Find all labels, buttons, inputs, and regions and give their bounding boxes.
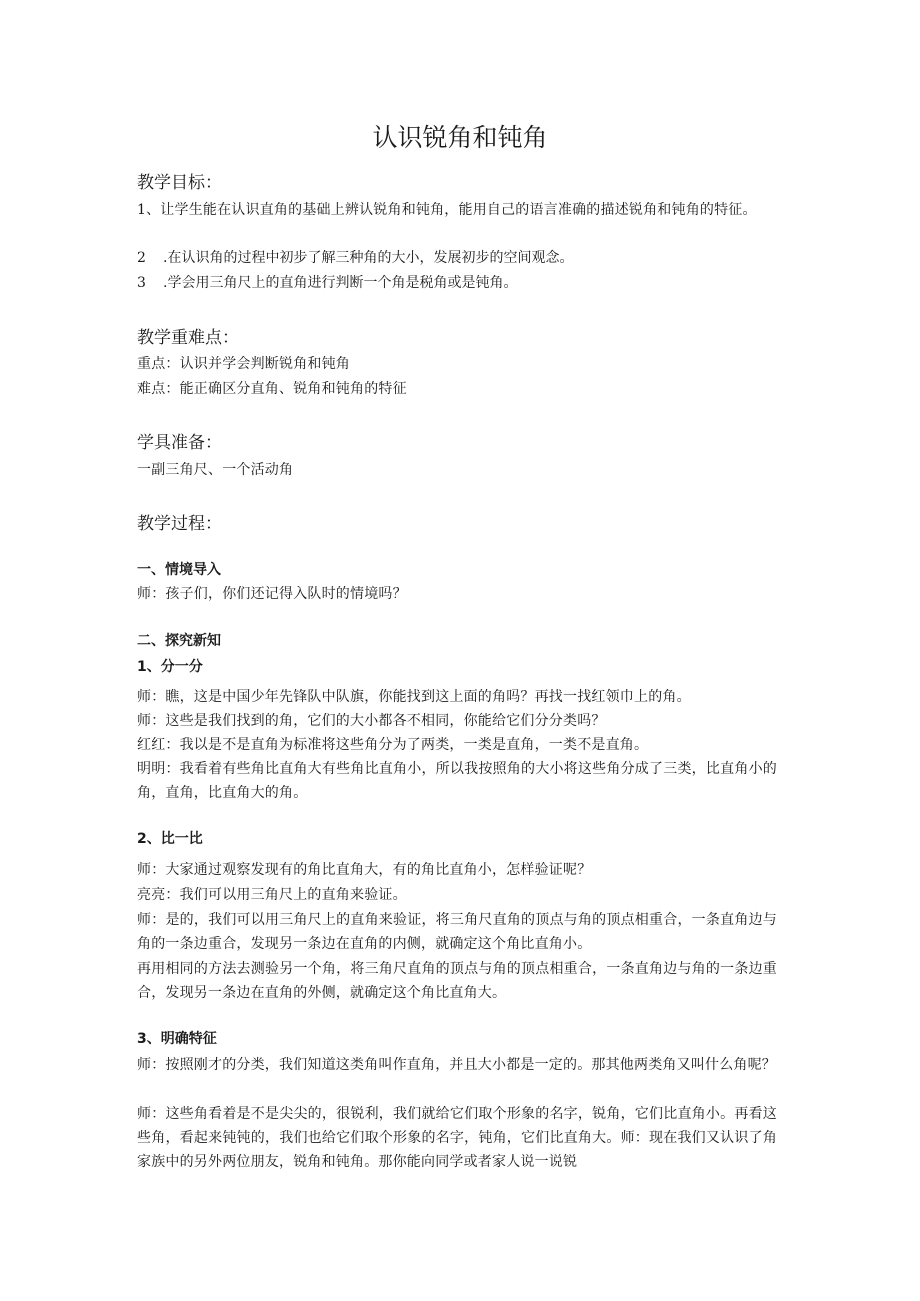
step2-paragraph-4: 再用相同的方法去测验另一个角，将三角尺直角的顶点与角的顶点相重合，一条直角边与角的一条边重合，发现另一条边在直角的外侧，就确定这个角比直角大。 xyxy=(137,961,777,1001)
goal-item-3 xyxy=(137,271,777,295)
step2-paragraph-1: 师：大家通过观察发现有的角比直角大，有的角比直角小，怎样验证呢？ xyxy=(137,862,592,878)
step2-paragraph-3: 师：是的，我们可以用三角尺上的直角来验证，将三角尺直角的顶点与角的顶点相重合，一条直角边与角的一条边重合，发现另一条边在直角的内侧，就确定这个角比直角小。 xyxy=(137,912,777,952)
step2-paragraph-2: 亮亮：我们可以用三角尺上的直角来验证。 xyxy=(137,887,407,903)
goal-item-2-number: 2 xyxy=(137,250,146,266)
document-title: 认识锐角和钝角 xyxy=(372,123,548,152)
materials-text: 一副三角尺、一个活动角 xyxy=(137,462,294,478)
step3-heading: 3、明确特征 xyxy=(137,1031,217,1047)
intro-text: 师：孩子们，你们还记得入队时的情境吗？ xyxy=(137,586,407,602)
step3-paragraph-2: 师：这些角看着是不是尖尖的，很锐利，我们就给它们取个形象的名字，锐角，它们比直角小。再看这些角，看起来钝钝的，我们也给它们取个形象的名字，钝角，它们比直角大。师：现在我们又认识了角家族中的另外两位朋友，锐角和钝角。那你能向同学或者家人说一说锐 xyxy=(137,1106,777,1170)
key-points-heading: 教学重难点： xyxy=(137,328,239,348)
materials-heading: 学具准备： xyxy=(137,433,222,453)
goal-item-3-text: .学会用三角尺上的直角进行判断一个角是税角或是钝角。 xyxy=(163,275,518,291)
goal-item-2 xyxy=(137,246,777,270)
step1-paragraph-3: 红红：我以是不是直角为标准将这些角分为了两类，一类是直角，一类不是直角。 xyxy=(137,737,649,753)
goal-item-3-number: 3 xyxy=(137,275,146,291)
key-point: 重点：认识并学会判断锐角和钝角 xyxy=(137,356,350,372)
step1-paragraph-1: 师：瞧，这是中国少年先锋队中队旗，你能找到这上面的角吗？再找一找红领巾上的角。 xyxy=(137,689,691,705)
intro-heading: 一、情境导入 xyxy=(137,562,221,578)
step1-paragraph-4: 明明：我看着有些角比直角大有些角比直角小，所以我按照角的大小将这些角分成了三类，比直角小的角，直角，比直角大的角。 xyxy=(137,761,777,801)
step3-paragraph-1: 师：按照刚才的分类，我们知道这类角叫作直角，并且大小都是一定的。那其他两类角又叫什么角呢？ xyxy=(137,1057,776,1073)
goal-item-1: 1、让学生能在认识直角的基础上辨认锐角和钝角，能用自己的语言准确的描述锐角和钝角的特征。 xyxy=(137,202,757,218)
step1-heading: 1、分一分 xyxy=(137,659,203,675)
process-heading: 教学过程： xyxy=(137,514,222,534)
explore-heading: 二、探究新知 xyxy=(137,633,221,649)
goal-item-2-text: .在认识角的过程中初步了解三种角的大小，发展初步的空间观念。 xyxy=(163,250,574,266)
step2-heading: 2、比一比 xyxy=(137,831,203,847)
step1-paragraph-2: 师：这些是我们找到的角，它们的大小都各不相同，你能给它们分分类吗？ xyxy=(137,713,606,729)
difficult-point: 难点：能正确区分直角、锐角和钝角的特征 xyxy=(137,381,407,397)
goals-heading: 教学目标： xyxy=(137,173,222,193)
